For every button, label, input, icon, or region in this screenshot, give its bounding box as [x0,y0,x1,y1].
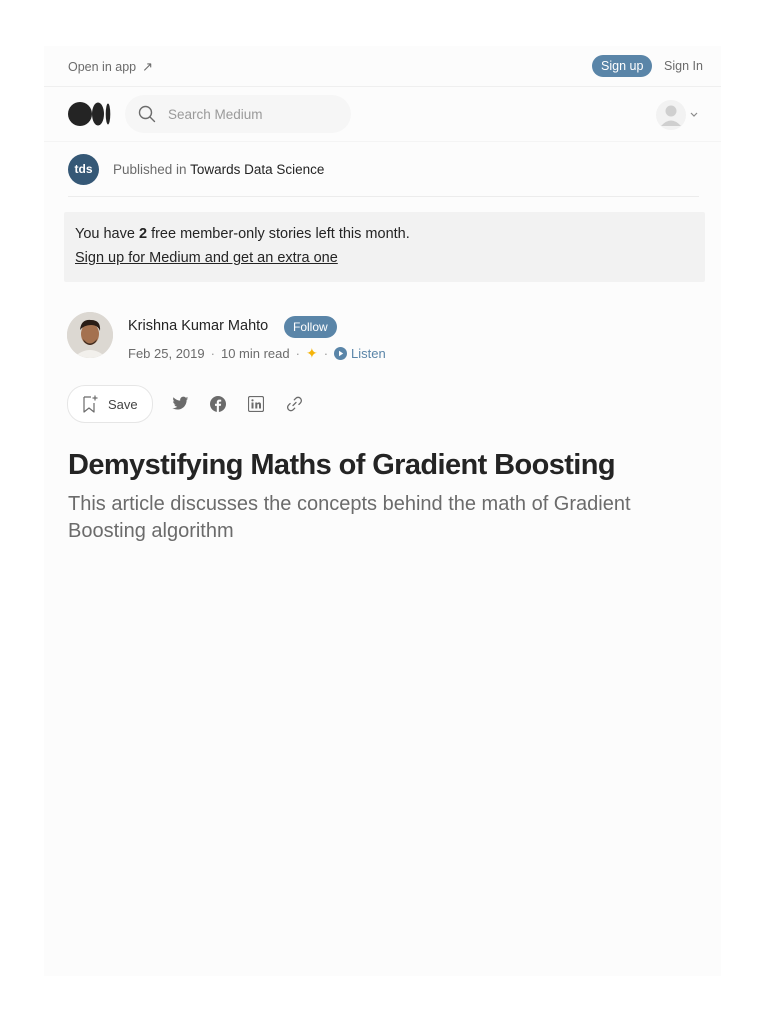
facebook-icon[interactable] [210,396,226,412]
page-frame [44,46,721,976]
author-name[interactable]: Krishna Kumar Mahto [128,318,269,334]
nav-bar [44,87,721,142]
listen-label: Listen [351,346,386,361]
user-menu[interactable] [656,100,698,130]
author-row [67,312,707,362]
arrow-up-right-icon: ↗ [142,59,154,74]
author-avatar[interactable] [67,312,113,358]
separator-dot: · [295,346,300,361]
read-time: 10 min read [220,346,290,361]
link-icon[interactable] [286,396,303,412]
article-meta [128,345,386,362]
medium-logo[interactable] [68,101,112,127]
user-avatar-icon [656,100,686,130]
sign-up-extra-link[interactable]: Sign up for Medium and get an extra one [75,250,338,266]
stories-left-text [75,226,410,242]
sign-in-link[interactable]: Sign In [664,59,703,73]
search-icon [138,105,156,123]
save-label: Save [108,396,138,412]
search-input[interactable]: Search Medium [168,106,263,122]
member-stories-banner [64,212,705,282]
publication-name[interactable]: Towards Data Science [190,162,325,177]
twitter-icon[interactable] [172,396,189,411]
publication-logo[interactable]: tds [68,154,99,185]
article-title: Demystifying Maths of Gradient Boosting [68,449,615,481]
bookmark-add-icon [81,394,99,414]
save-button[interactable] [67,385,153,423]
stories-left-prefix: You have [75,226,139,242]
star-icon: ✦ [305,345,318,361]
search-bar[interactable] [125,95,351,133]
publication-info [113,162,324,177]
publication-row [68,152,699,197]
sign-up-button[interactable]: Sign up [592,55,652,77]
chevron-down-icon [690,112,698,118]
separator-dot: · [323,346,329,361]
listen-button[interactable] [334,346,386,361]
open-in-app-label: Open in app [68,60,137,74]
linkedin-icon[interactable] [248,396,264,412]
stories-left-suffix: free member-only stories left this month. [147,226,410,242]
article-subtitle: This article discusses the concepts behind the math of Gradient Boosting algorithm [68,493,631,542]
separator-dot: · [210,346,215,361]
open-in-app-link[interactable] [68,59,153,75]
follow-button[interactable]: Follow [284,316,337,338]
action-bar [67,385,707,425]
play-icon [334,347,347,360]
stories-left-count: 2 [138,226,148,242]
published-in-label: Published in [113,162,187,177]
top-bar [44,46,721,87]
publish-date: Feb 25, 2019 [128,346,205,361]
